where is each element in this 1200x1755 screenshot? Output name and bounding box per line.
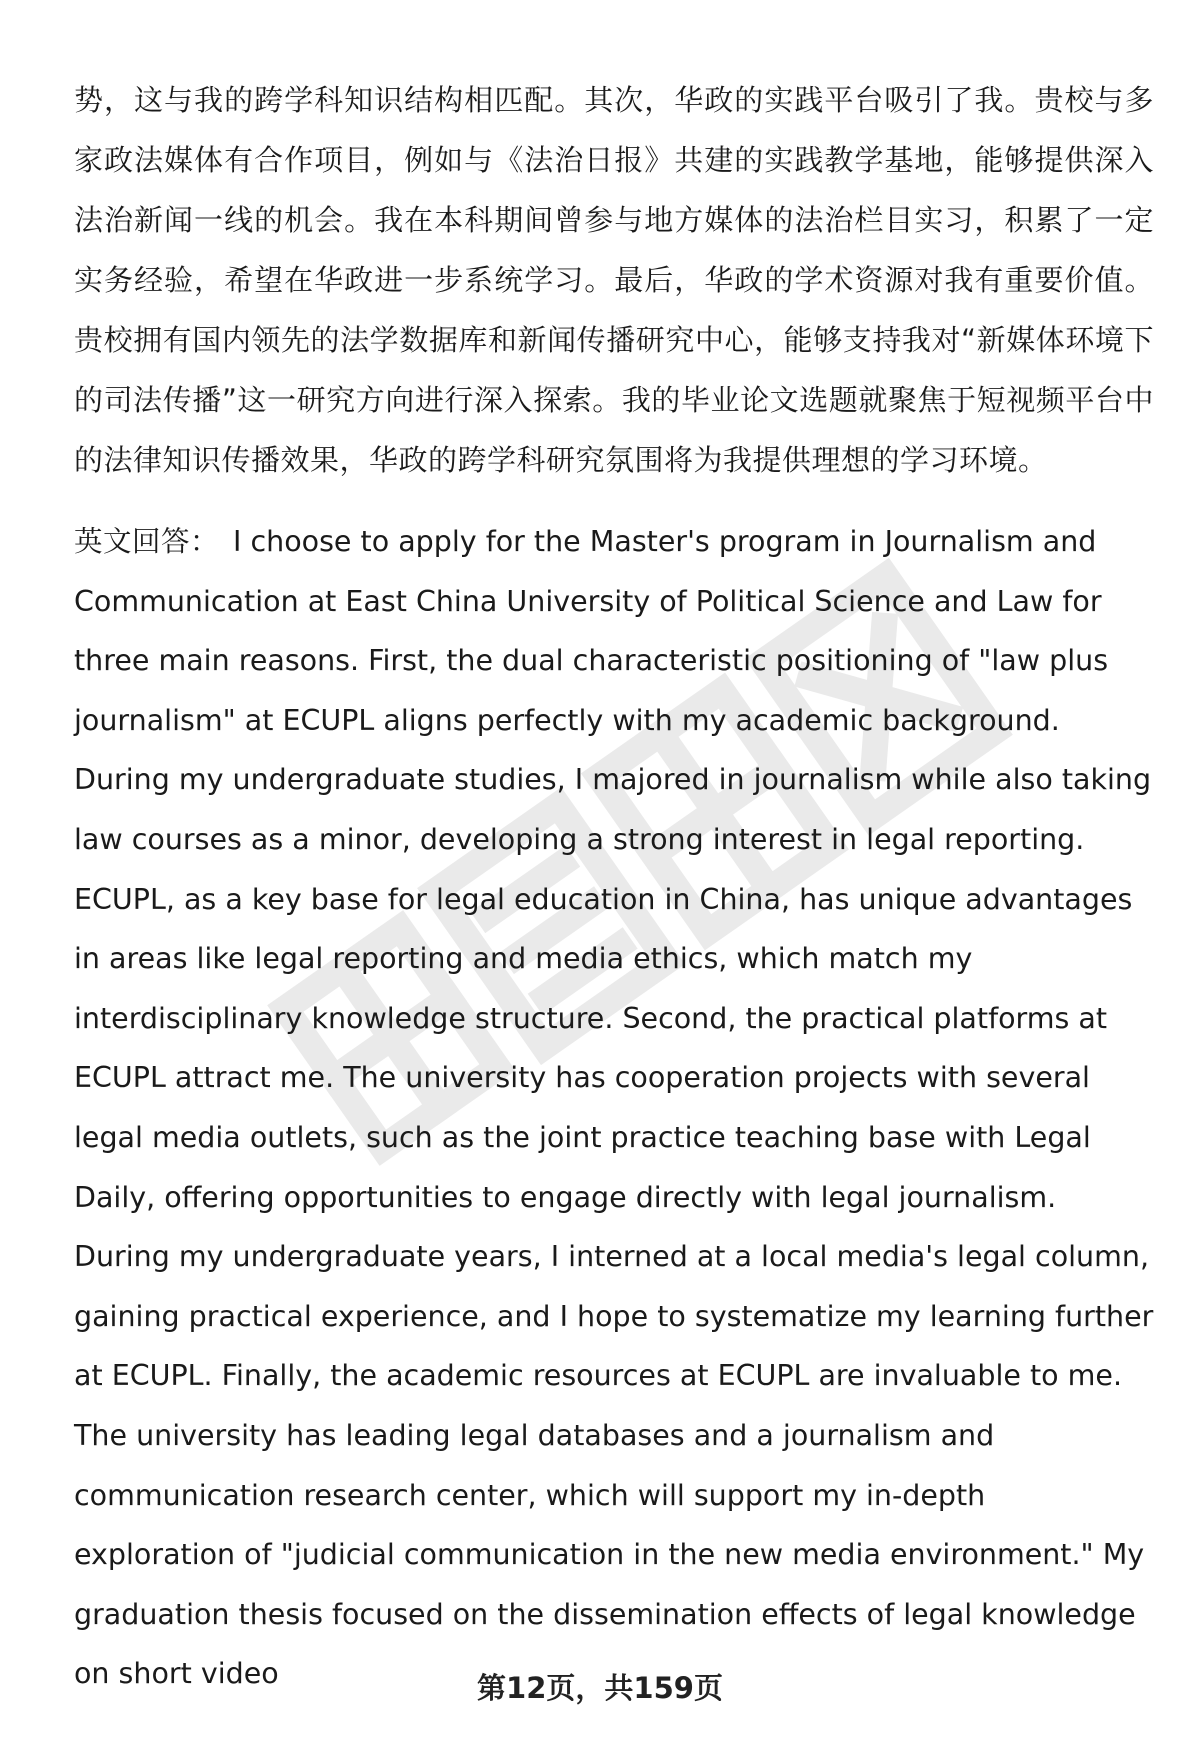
english-answer-label: 英文回答： [74,525,220,558]
english-answer-paragraph [74,512,1154,1704]
english-answer-text: I choose to apply for the Master's program in Journalism and Communication at East China University of Political Science and Law for three main reasons. First, the dual characteristic positioning of "law plus journalism" at ECUPL aligns perfectly with my academic background. During my undergraduate studies, I majored in journalism while also taking law courses as a minor, developing a strong interest in legal reporting. ECUPL, as a key base for legal education in China, has unique advantages in areas like legal reporting and media ethics, which match my interdisciplinary knowledge structure. Second, the practical platforms at ECUPL attract me. The university has cooperation projects with several legal media outlets, such as the joint practice teaching base with Legal Daily, offering opportunities to engage directly with legal journalism. During my undergraduate years, I interned at a local media's legal column, gaining practical experience, and I hope to systematize my learning further at ECUPL. Finally, the academic resources at ECUPL are invaluable to me. The university has leading legal databases and a journalism and communication research center, which will support my in-depth exploration of "judicial communication in the new media environment." My graduation thesis focused on the dissemination effects of legal knowledge on short video [74,525,1154,1691]
document-body [74,70,1154,1704]
page-number-footer: 第12页，共159页 [477,1671,723,1705]
chinese-answer-paragraph: 势，这与我的跨学科知识结构相匹配。其次，华政的实践平台吸引了我。贵校与多家政法媒体有合作项目，例如与《法治日报》共建的实践教学基地，能够提供深入法治新闻一线的机会。我在本科期间曾参与地方媒体的法治栏目实习，积累了一定实务经验，希望在华政进一步系统学习。最后，华政的学术资源对我有重要价值。贵校拥有国内领先的法学数据库和新闻传播研究中心，能够支持我对“新媒体环境下的司法传播”这一研究方向进行深入探索。我的毕业论文选题就聚焦于短视频平台中的法律知识传播效果，华政的跨学科研究氛围将为我提供理想的学习环境。 [74,83,1154,477]
